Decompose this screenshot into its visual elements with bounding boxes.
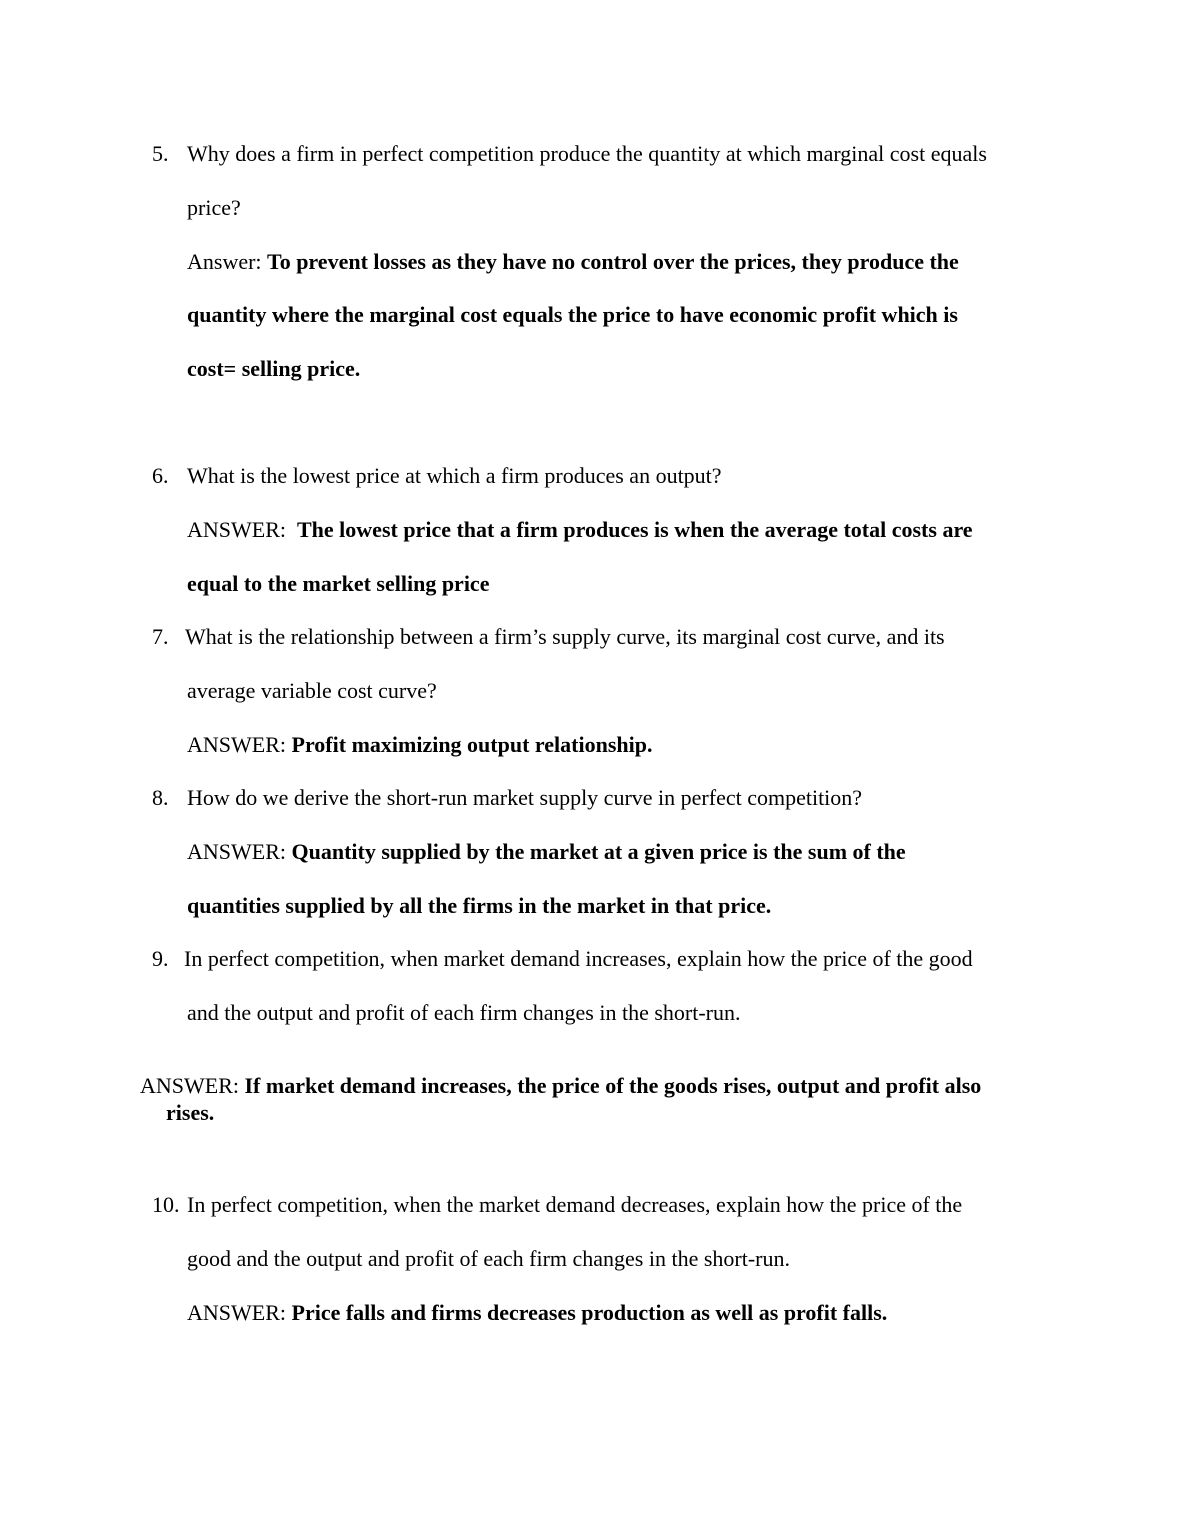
answer-line	[166, 1099, 214, 1127]
answer-line	[187, 838, 906, 866]
question-number: 9.	[152, 946, 169, 971]
question-text: price?	[187, 195, 241, 220]
answer-line	[187, 248, 959, 276]
answer-label: ANSWER:	[187, 839, 286, 864]
answer-line	[187, 570, 489, 598]
answer-line	[187, 892, 771, 920]
answer-line	[187, 355, 360, 383]
answer-label: Answer:	[187, 249, 262, 274]
question-text: How do we derive the short-run market supply curve in perfect competition?	[187, 785, 863, 810]
answer-line	[187, 731, 652, 759]
question-number: 7.	[152, 624, 169, 649]
question-number: 5.	[152, 141, 169, 166]
answer-text: quantity where the marginal cost equals the price to have economic profit which is	[187, 302, 958, 327]
answer-text: Quantity supplied by the market at a given price is the sum of the	[291, 839, 906, 864]
question-text: and the output and profit of each firm changes in the short-run.	[187, 1000, 741, 1025]
answer-text: cost= selling price.	[187, 356, 361, 381]
question-text: What is the lowest price at which a firm produces an output?	[187, 463, 722, 488]
question-text: average variable cost curve?	[187, 678, 437, 703]
question-text: Why does a firm in perfect competition produce the quantity at which marginal cost equals	[187, 141, 987, 166]
answer-label: ANSWER:	[187, 732, 286, 757]
answer-label: ANSWER:	[187, 1300, 286, 1325]
answer-text: rises.	[166, 1100, 215, 1125]
question-number: 8.	[152, 785, 169, 810]
question-number: 10.	[152, 1192, 180, 1217]
answer-text: Profit maximizing output relationship.	[291, 732, 653, 757]
answer-line	[140, 1072, 981, 1100]
answer-label: ANSWER:	[187, 517, 286, 542]
answer-line	[187, 1299, 887, 1327]
question-text: good and the output and profit of each firm changes in the short-run.	[187, 1246, 791, 1271]
question-text: What is the relationship between a firm’s supply curve, its marginal cost curve, and its	[185, 624, 945, 649]
answer-text: Price falls and firms decreases production as well as profit falls.	[291, 1300, 888, 1325]
question-number: 6.	[152, 463, 169, 488]
answer-text: If market demand increases, the price of the goods rises, output and profit also	[244, 1073, 982, 1098]
answer-label: ANSWER:	[140, 1073, 239, 1098]
answer-text: quantities supplied by all the firms in the market in that price.	[187, 893, 772, 918]
answer-line	[187, 301, 958, 329]
question-text: In perfect competition, when market demand increases, explain how the price of the good	[184, 946, 973, 971]
answer-line	[187, 516, 973, 544]
answer-text: The lowest price that a firm produces is when the average total costs are	[297, 517, 973, 542]
answer-text: To prevent losses as they have no control over the prices, they produce the	[267, 249, 959, 274]
answer-text: equal to the market selling price	[187, 571, 490, 596]
question-text: In perfect competition, when the market demand decreases, explain how the price of the	[187, 1192, 963, 1217]
